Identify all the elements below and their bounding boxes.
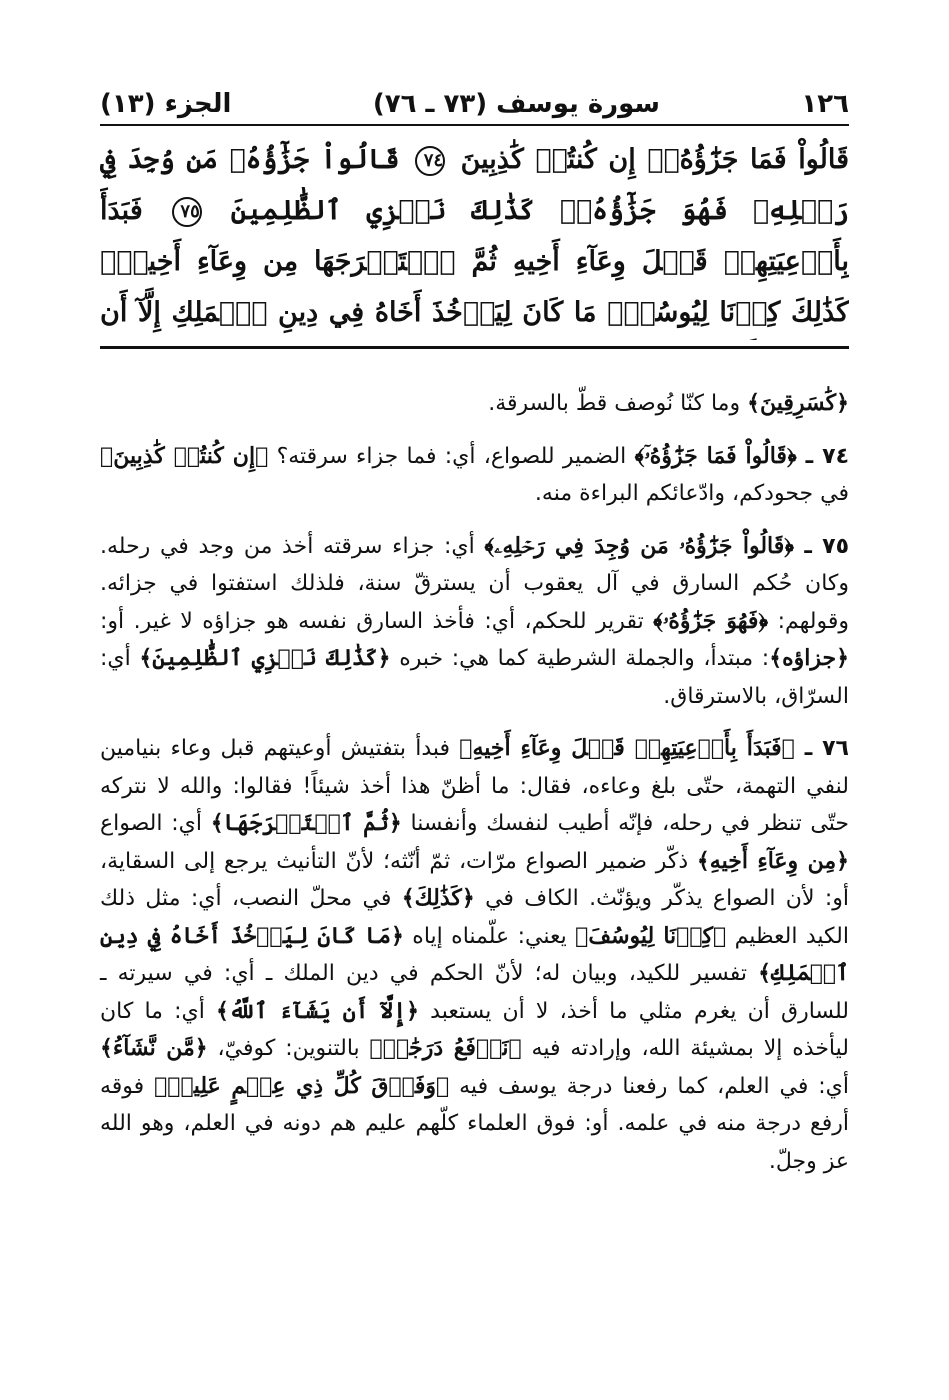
- verse-number: ٧٦ ـ: [804, 736, 849, 761]
- verse-text: قَالُواْ جَزَٰٓؤُهُۥ مَن وُجِدَ فِي رَحۡلِهِۦ فَهُوَ جَزَٰٓؤُهُۥۚ: [100, 144, 849, 226]
- commentary-paragraph-76: [100, 730, 849, 1180]
- surah-title: سورة يوسف (٧٣ ـ ٧٦): [372, 89, 661, 119]
- quran-quote: ﴿كَٰسَرِقِينَ﴾: [747, 390, 849, 416]
- quran-quote: ﴿إِلَّآ أَن يَشَآءَ ٱللَّهُ﴾: [216, 997, 420, 1024]
- commentary: [100, 385, 849, 1180]
- page-header: [100, 82, 849, 124]
- commentary-text: أي: في العلم، كما رفعنا درجة يوسف فيه: [449, 1073, 850, 1099]
- quran-quote: ﴿إِن كُنتُمۡ كَٰذِبِينَ﴾: [100, 442, 269, 469]
- quran-quote: ﴿قَالُواْ جَزَٰٓؤُهُۥ مَن وُجِدَ فِي رَحۡلِهِۦ﴾: [484, 532, 805, 559]
- commentary-text: أي: الصواع: [100, 811, 211, 836]
- commentary-paragraph-74: [100, 438, 849, 513]
- header-rule: [100, 124, 849, 126]
- commentary-text: تفسير للكيد، وبيان له؛ لأنّ الحكم في دين الملك ـ أي: في سيرته ـ للسارق أن يغرم مثلي ما أخذ، لا أن يستعبد: [100, 961, 850, 1024]
- commentary-paragraph-75: [100, 528, 849, 716]
- commentary-text: أي: السرّاق، بالاسترقاق.: [100, 646, 849, 709]
- quran-quote: ﴿جزاؤه﴾: [769, 645, 849, 671]
- page-number: ١٢٦: [801, 89, 849, 119]
- commentary-text: تقرير للحكم، أي: فأخذ السارق نفسه هو جزاؤه لا غير. أو:: [100, 608, 654, 634]
- quran-quote: ﴿نَرۡفَعُ دَرَجَٰتٖ﴾: [369, 1035, 522, 1061]
- commentary-text: وما كنّا نُوصف قطّ بالسرقة.: [488, 391, 748, 416]
- commentary-text: يعني: علّمناه إياه: [403, 923, 576, 949]
- commentary-text: في محلّ النصب، أي: مثل ذلك الكيد العظيم: [100, 886, 849, 949]
- quran-quote: ﴿مَّن نَّشَآءُ﴾: [100, 1035, 208, 1061]
- commentary-text: ذكّر ضمير الصواع مرّات، ثمّ أنّثه؛ لأنّ التأنيث يرجع إلى السقاية، أو: لأن الصواع يذكّر ويؤنّث. الكاف في: [100, 848, 849, 911]
- verses-rule: [100, 346, 849, 349]
- quran-verses: [100, 134, 849, 340]
- commentary-text: أي: جزاء سرقته أخذ من وجد في رحله. وكان حُكم السارق في آل يعقوب أن يسترقّ سنة، فلذلك استفتوا في جزائه. وقولهم:: [100, 533, 849, 634]
- commentary-text: : مبتدأ، والجملة الشرطية كما هي: خبره: [390, 646, 770, 671]
- quran-quote: ﴿كِدۡنَا لِيُوسُفَ﴾: [575, 922, 727, 949]
- quran-quote: ﴿كَذَٰلِكَ نَجۡزِي ٱلظَّٰلِمِينَ﴾: [139, 645, 391, 671]
- quran-quote: ﴿ثُمَّ ٱسۡتَخۡرَجَهَا﴾: [210, 810, 402, 836]
- verse-number: ٧٥ ـ: [804, 533, 850, 559]
- commentary-text: فبدأ بتفتيش أوعيتهم قبل وعاء بنيامين لنفي التهمة، حتّى بلغ وعاءه، فقال: ما أظنّ هذا أخذ شيئاً! فقالوا: والله لا نتركه حتّى تنظر في رحله، فإنّه أطيب لنفسك وأنفسنا: [100, 736, 849, 836]
- verse-number: ٧٤ ـ: [805, 443, 849, 469]
- commentary-text: فوقه أرفع درجة منه في علمه. أو: فوق العلماء كلّهم عليم هم دونه في العلم، وهو الله عز وجلّ.: [100, 1073, 849, 1174]
- quran-quote: ﴿مِن وِعَآءِ أَخِيهِ﴾: [696, 847, 849, 874]
- verse-text: فَبَدَأَ بِأَوۡعِيَتِهِمۡ قَبۡلَ وِعَآءِ أَخِيهِ ثُمَّ ٱسۡتَخۡرَجَهَا مِن: [100, 195, 849, 277]
- verse-end-marker: ٧٥: [172, 197, 202, 227]
- verse-text: قَالُواْ فَمَا جَزَٰٓؤُهُۥٓ إِن كُنتُمۡ كَٰذِبِينَ: [460, 144, 849, 175]
- juz-label: الجزء (١٣): [100, 89, 232, 119]
- commentary-text: أي: ما كان ليأخذه إلا بمشيئة الله، وإرادته فيه: [100, 998, 849, 1061]
- verse-text: وِعَآءِ أَخِيهِۚ كَذَٰلِكَ كِدۡنَا لِيُوسُفَۖ مَا كَانَ لِيَأۡخُذَ أَخَاهُ فِي دِينِ ٱلۡمَلِكِ إِلَّآ أَن: [100, 246, 849, 328]
- quran-quote: ﴿فَهُوَ جَزَٰٓؤُهُۥ﴾: [653, 607, 769, 634]
- quran-quote: ﴿قَالُواْ فَمَا جَزَٰٓؤُهُۥٓ﴾: [634, 442, 806, 469]
- commentary-text: في جحودكم، وادّعائكم البراءة منه.: [534, 481, 849, 506]
- quran-quote: ﴿فَبَدَأَ بِأَوۡعِيَتِهِمۡ قَبۡلَ وِعَآءِ أَخِيهِ﴾: [459, 735, 805, 761]
- commentary-text: بالتنوين: كوفيّ،: [207, 1036, 370, 1061]
- quran-quote: ﴿وَفَوۡقَ كُلِّ ذِي عِلۡمٍ عَلِيمٞ﴾: [154, 1072, 450, 1099]
- verse-text: كَذَٰلِكَ نَجۡزِي ٱلظَّٰلِمِينَ: [230, 195, 535, 226]
- commentary-paragraph: [100, 385, 849, 423]
- quran-quote: ﴿مَا كَانَ لِيَأۡخُذَ أَخَاهُ فِي دِينِ ٱلۡمَلِكِ﴾: [100, 922, 849, 986]
- verse-end-marker: ٧٤: [415, 146, 445, 176]
- quran-quote: ﴿كَذَٰلِكَ﴾: [401, 885, 475, 911]
- commentary-text: الضمير للصواع، أي: فما جزاء سرقته؟: [268, 443, 635, 469]
